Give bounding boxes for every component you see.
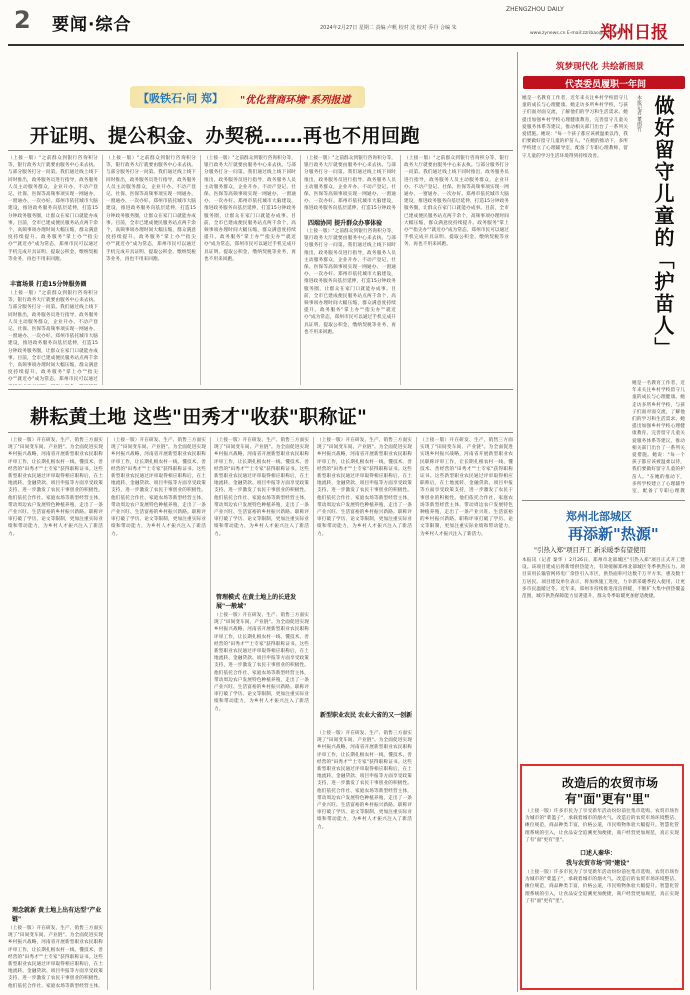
article4-body-top: （上接一版）许多市民为了享受新年活动纷纷前往集市选购，农贸市场作为城市的"菜篮子"，承载着城市的烟火气。改造后的农贸市场环境整洁、摊位规范，商品种类丰富，价格公道，市民购物体验大幅提升。智慧化管理系统的引入，让食品安全追溯更加便捷，商户经营更加规范，真正实现了有"面"更有"里"。 xyxy=(525,809,679,843)
article3-subhead: "引热入郑"项目开工 新采暖季有望使用 xyxy=(534,546,647,554)
article3-headline-big: 再添新"热源" xyxy=(568,525,659,543)
article2-sub2: 理念就新 黄土地上出有达型"产业链" xyxy=(12,907,102,923)
article4-headline-1: 改造后的农贸市场 xyxy=(562,776,659,790)
divider xyxy=(300,155,301,385)
vertical-headline: 做好留守儿童的「护苗人」 xyxy=(651,95,675,359)
divider xyxy=(102,155,103,385)
divider xyxy=(416,437,417,990)
article1-headline: 开证明、提公积金、办契税……再也不用回跑 xyxy=(30,125,421,147)
article2-col4: （上接一版）开在研发、生产、销售三方面实现了"田间变车间、产业链"。为全面促进实现乡村振兴战略，河南省开展新型职业农民职称评审工作，让长期扎根农村一线、懂技术、善经营的"田秀才""土专家"获得职称证书。这些新型职业农民通过评审取得相应职称后，在土地流转、金融贷款、项目申报等方面享受政策支持，进一步激发了农民干事创业的积极性。他们依托合作社、家庭农场等新型经营主体，带动周边农户发展特色种植养殖，走出了一条产业兴旺、生活富裕的乡村振兴新路。职称评审打破了学历、论文等限制，更加注重实际业绩和带动能力，为乡村人才振兴注入了新活力。 xyxy=(317,438,412,537)
article3-body: 本报讯（记者 秦华 ）2月26日，郑州市北部城区"引热入郑"项目正式开工建设。该项目建成后将新增供热能力，有效缓解郑州北部城区冬季供热压力。项目采用长输管网将电厂余热引入市区，供热面积可达数千万平方米，惠及数十万居民。项目建设单位表示，将加快施工进度，力争新采暖季投入使用，让更多市民温暖过冬。近年来，郑州市持续推进清洁供暖，不断扩大集中供热覆盖范围，城市供热保障能力显著提升，群众冬季取暖更加舒适便捷。 xyxy=(522,558,685,600)
right-top-sub: 代表委员履职一年间 xyxy=(565,80,647,90)
page-header xyxy=(0,0,690,48)
article2-sub3: 管理模式 在黄土地上的长进发展"一般域" xyxy=(216,594,297,610)
article1-bottom-rule xyxy=(8,389,513,390)
article3-headline-small: 郑州北部城区 xyxy=(566,510,632,523)
series-banner xyxy=(130,86,365,108)
page-number: 2 xyxy=(14,6,31,34)
article1-col3: （上接一版）"之前群众到银行咨询积分等，银行政务大厅就要由服务中心来去执。与部分服务打分一问第。我们通过线上线下同时推出，政务服务员进行指导，政务服务人员主动服务群众，企业开办、不动产登记、社保、医保等高频事项实现一网通办、一窗通办、一次办好。郑州市依托城市大脑建设，推进政务服务向基层延伸，打造15分钟政务服务圈，让群众在家门口就能办成事。目前，全市已建成便民服务站点两千余个，高频事项办理时间大幅压缩，群众满意度持续提升。政务服务"掌上办""指尖办""就近办"成为常态，郑州市民可以通过手机完成开具证明、提取公积金、缴纳契税等业务，再也不用来回跑。 xyxy=(204,156,296,262)
article1-col5: （上接一版）"之前群众到银行咨询积分等，银行政务大厅就要由服务中心来去执。与部分服务打分一问第。我们通过线上线下同时推出，政务服务员进行指导，政务服务人员主动服务群众，企业开办、不动产登记、社保、医保等高频事项实现一网通办、一窗通办、一次办好。郑州市依托城市大脑建设，推进政务服务向基层延伸，打造15分钟政务服务圈，让群众在家门口就能办成事。目前，全市已建成便民服务站点两千余个，高频事项办理时间大幅压缩，群众满意度持续提升。政务服务"掌上办""指尖办""就近办"成为常态，郑州市民可以通过手机完成开具证明、提取公积金、缴纳契税等业务，再也不用来回跑。 xyxy=(404,156,509,248)
article2-col2: （上接一版）开在研发、生产、销售三方面实现了"田间变车间、产业链"。为全面促进实现乡村振兴战略，河南省开展新型职业农民职称评审工作，让长期扎根农村一线、懂技术、善经营的"田秀才""土专家"获得职称证书。这些新型职业农民通过评审取得相应职称后，在土地流转、金融贷款、项目申报等方面享受政策支持，进一步激发了农民干事创业的积极性。他们依托合作社、家庭农场等新型经营主体，带动周边农户发展特色种植养殖，走出了一条产业兴旺、生活富裕的乡村振兴新路。职称评审打破了学历、论文等限制，更加注重实际业绩和带动能力，为乡村人才振兴注入了新活力。 xyxy=(111,438,206,537)
article1-col4b: （上接一版）"之前群众到银行咨询积分等，银行政务大厅就要由服务中心来去执。与部分服务打分一问第。我们通过线上线下同时推出，政务服务员进行指导，政务服务人员主动服务群众，企业开办、不动产登记、社保、医保等高频事项实现一网通办、一窗通办、一次办好。郑州市依托城市大脑建设，推进政务服务向基层延伸，打造15分钟政务服务圈，让群众在家门口就能办成事。目前，全市已建成便民服务站点两千余个，高频事项办理时间大幅压缩，群众满意度持续提升。政务服务"掌上办""指尖办""就近办"成为常态，郑州市民可以通过手机完成开具证明、提取公积金、缴纳契税等业务，再也不用来回跑。 xyxy=(304,229,396,335)
article2-rule xyxy=(8,432,513,433)
divider xyxy=(400,155,401,385)
masthead-logo: 郑州日报 xyxy=(600,23,668,43)
header-rule xyxy=(8,44,684,46)
divider xyxy=(210,437,211,990)
article4-sub1: 口述人秦华： xyxy=(580,850,617,857)
article4-body: （上接一版）许多市民为了享受新年活动纷纷前往集市选购，农贸市场作为城市的"菜篮子"，承载着城市的烟火气。改造后的农贸市场环境整洁、摊位规范，商品种类丰富，价格公道，市民购物体验大幅提升。智慧化管理系统的引入，让食品安全追溯更加便捷，商户经营更加规范，真正实现了有"面"更有"里"。 xyxy=(525,870,679,904)
article1-rule xyxy=(8,150,513,151)
article4-sub2: 我与农贸市场"同"建设" xyxy=(566,860,630,867)
article2-col4b: （上接一版）开在研发、生产、销售三方面实现了"田间变车间、产业链"。为全面促进实现乡村振兴战略，河南省开展新型职业农民职称评审工作，让长期扎根农村一线、懂技术、善经营的"田秀才""土专家"获得职称证书。这些新型职业农民通过评审取得相应职称后，在土地流转、金融贷款、项目申报等方面享受政策支持，进一步激发了农民干事创业的积极性。他们依托合作社、家庭农场等新型经营主体，带动周边农户发展特色种植养殖，走出了一条产业兴旺、生活富裕的乡村振兴新路。职称评审打破了学历、论文等限制，更加注重实际业绩和带动能力，为乡村人才振兴注入了新活力。 xyxy=(317,731,412,830)
article2-col1: （上接一版）开在研发、生产、销售三方面实现了"田间变车间、产业链"。为全面促进实现乡村振兴战略，河南省开展新型职业农民职称评审工作，让长期扎根农村一线、懂技术、善经营的"田秀才""土专家"获得职称证书。这些新型职业农民通过评审取得相应职称后，在土地流转、金融贷款、项目申报等方面享受政策支持，进一步激发了农民干事创业的积极性。他们依托合作社、家庭农场等新型经营主体，带动周边农户发展特色种植养殖，走出了一条产业兴旺、生活富裕的乡村振兴新路。职称评审打破了学历、论文等限制，更加注重实际业绩和带动能力，为乡村人才振兴注入了新活力。 xyxy=(8,438,103,537)
right-top-line: 筑梦现代化 共绘新图景 xyxy=(556,62,644,72)
divider xyxy=(200,155,201,385)
article1-col4: （上接一版）"之前群众到银行咨询积分等，银行政务大厅就要由服务中心来去执。与部分服务打分一问第。我们通过线上线下同时推出，政务服务员进行指导，政务服务人员主动服务群众，企业开办、不动产登记、社保、医保等高频事项实现一网通办、一窗通办、一次办好。郑州市依托城市大脑建设，推进政务服务向基层延伸，打造15分钟政务 xyxy=(304,156,396,212)
right-top-sub-bar xyxy=(523,76,685,89)
article4-headline-2: 有"面"更有"里" xyxy=(565,792,651,806)
divider xyxy=(313,437,314,990)
article1-col2: （上接一版）"之前群众到银行咨询积分等，银行政务大厅就要由服务中心来去执。与部分服务打分一问第。我们通过线上线下同时推出，政务服务员进行指导，政务服务人员主动服务群众，企业开办、不动产登记、社保、医保等高频事项实现一网通办、一窗通办、一次办好。郑州市依托城市大脑建设，推进政务服务向基层延伸，打造15分钟政务服务圈，让群众在家门口就能办成事。目前，全市已建成便民服务站点两千余个，高频事项办理时间大幅压缩，群众满意度持续提升。政务服务"掌上办""指尖办""就近办"成为常态，郑州市民可以通过手机完成开具证明、提取公积金、缴纳契税等业务，再也不用来回跑。 xyxy=(106,156,196,262)
article1-col1b: （上接一版）"之前群众到银行咨询积分等，银行政务大厅就要由服务中心来去执。与部分服务打分一问第。我们通过线上线下同时推出，政务服务员进行指导，政务服务人员主动服务群众，企业开办、不动产登记、社保、医保等高频事项实现一网通办、一窗通办、一次办好。郑州市依托城市大脑建设，推进政务服务向基层延伸，打造15分钟政务服务圈，让群众在家门口就能办成事。目前，全市已建成便民服务站点两千余个，高频事项办理时间大幅压缩，群众满意度持续提升。政务服务"掌上办""指尖办""就近办"成为常态，郑州市民可以通过 xyxy=(8,291,98,383)
email-line: www.zynews.cn E-mail:zzribao@163.com xyxy=(530,31,623,36)
right-col-body2: 她是一名教育工作者，近年来关注乡村学校留守儿童的成长与心理健康。她走访多所乡村学校，与孩子们面对面交流，了解他们的学习和生活需求。她提出加强乡村学校心理健康教育、完善留守儿童关爱服务体系等建议，推动相关部门出台了一系列关爱措施。她说："每一个孩子都应该被温柔以待，我们要做好留守儿童的护苗人。"在她的推动下，多所学校建立了心理辅导室，配备了专职心理教 xyxy=(632,381,685,495)
article2-col1b: （上接一版）开在研发、生产、销售三方面实现了"田间变车间、产业链"。为全面促进实现乡村振兴战略，河南省开展新型职业农民职称评审工作，让长期扎根农村一线、懂技术、善经营的"田秀才""土专家"获得职称证书。这些新型职业农民通过评审取得相应职称后，在土地流转、金融贷款、项目申报等方面享受政策支持，进一步激发了农民干事创业的积极性。他们依托合作社、家庭农场等新型经营主体， xyxy=(8,926,103,989)
banner-main-title: "优化营商环境"系列报道 xyxy=(240,95,351,106)
article2-col3: （上接一版）开在研发、生产、销售三方面实现了"田间变车间、产业链"。为全面促进实现乡村振兴战略，河南省开展新型职业农民职称评审工作，让长期扎根农村一线、懂技术、善经营的"田秀才""土专家"获得职称证书。这些新型职业农民通过评审取得相应职称后，在土地流转、金融贷款、项目申报等方面享受政策支持，进一步激发了农民干事创业的积极性。他们依托合作社、家庭农场等新型经营主体，带动周边农户发展特色种植养殖，走出了一条产业兴旺、生活富裕的乡村振兴新路。职称评审打破了学历、论文等限制，更加注重实际业绩和带动能力，为乡村人才振兴注入了新活力。 xyxy=(214,438,309,537)
divider xyxy=(107,437,108,990)
article1-col1: （上接一版）"之前群众到银行咨询积分等，银行政务大厅就要由服务中心来去执。与部分服务打分一问第。我们通过线上线下同时推出，政务服务员进行指导，政务服务人员主动服务群众，企业开办、不动产登记、社保、医保等高频事项实现一网通办、一窗通办、一次办好。郑州市依托城市大脑建设，推进政务服务向基层延伸，打造15分钟政务服务圈，让群众在家门口就能办成事。目前，全市已建成便民服务站点两千余个，高频事项办理时间大幅压缩，群众满意度持续提升。政务服务"掌上办""指尖办""就近办"成为常态，郑州市民可以通过手机完成开具证明、提取公积金、缴纳契税等业务，再也不用来回跑。 xyxy=(8,156,98,262)
date-line: 2024年2月27日 星期二 责编 卢帆 校对 沈 校对 乔丹 合编 朱 xyxy=(320,25,457,31)
divider xyxy=(517,52,518,992)
right-col-body: 她是一名教育工作者，近年来关注乡村学校留守儿童的成长与心理健康。她走访多所乡村学校，与孩子们面对面交流，了解他们的学习和生活需求。她提出加强乡村学校心理健康教育、完善留守儿童关爱服务体系等建议，推动相关部门出台了一系列关爱措施。她说："每一个孩子都应该被温柔以待，我们要做好留守儿童的护苗人。"在她的推动下，多所学校建立了心理辅导室，配备了专职心理教师，留守儿童的学习生活环境得到持续改善。 xyxy=(522,96,628,159)
banner-small-title: 【吸铁石·问 郑】 xyxy=(138,92,224,105)
article1-sub1: 丰富场景 打造15分钟服务圈 xyxy=(10,281,87,288)
article2-col5: （上接一版）开在研发、生产、销售三方面实现了"田间变车间、产业链"。为全面促进实现乡村振兴战略，河南省开展新型职业农民职称评审工作，让长期扎根农村一线、懂技术、善经营的"田秀才""土专家"获得职称证书。这些新型职业农民通过评审取得相应职称后，在土地流转、金融贷款、项目申报等方面享受政策支持，进一步激发了农民干事创业的积极性。他们依托合作社、家庭农场等新型经营主体，带动周边农户发展特色种植养殖，走出了一条产业兴旺、生活富裕的乡村振兴新路。职称评审打破了学历、论文等限制，更加注重实际业绩和带动能力，为乡村人才振兴注入了新活力。 xyxy=(420,438,513,537)
article2-col3b: （上接一版）开在研发、生产、销售三方面实现了"田间变车间、产业链"。为全面促进实现乡村振兴战略，河南省开展新型职业农民职称评审工作，让长期扎根农村一线、懂技术、善经营的"田秀才""土专家"获得职称证书。这些新型职业农民通过评审取得相应职称后，在土地流转、金融贷款、项目申报等方面享受政策支持，进一步激发了农民干事创业的积极性。他们依托合作社、家庭农场等新型经营主体，带动周边农户发展特色种植养殖，走出了一条产业兴旺、生活富裕的乡村振兴新路。职称评审打破了学历、论文等限制，更加注重实际业绩和带动能力，为乡村人才振兴注入了新活力。 xyxy=(214,613,309,712)
site-name: ZHENGZHOU DAILY xyxy=(506,6,564,13)
article2-sub1: 新型职业农民 农业大省的又一创新 xyxy=(320,712,413,719)
section-title: 要闻·综合 xyxy=(52,15,132,35)
right-divider-1 xyxy=(522,500,685,501)
article2-headline: 耕耘黄土地 这些"田秀才"收获"职称证" xyxy=(30,406,368,428)
article1-sub2: 四端协同 提升群众办事体验 xyxy=(308,220,383,227)
byline: 本报记者 董雨竹 xyxy=(636,95,642,132)
